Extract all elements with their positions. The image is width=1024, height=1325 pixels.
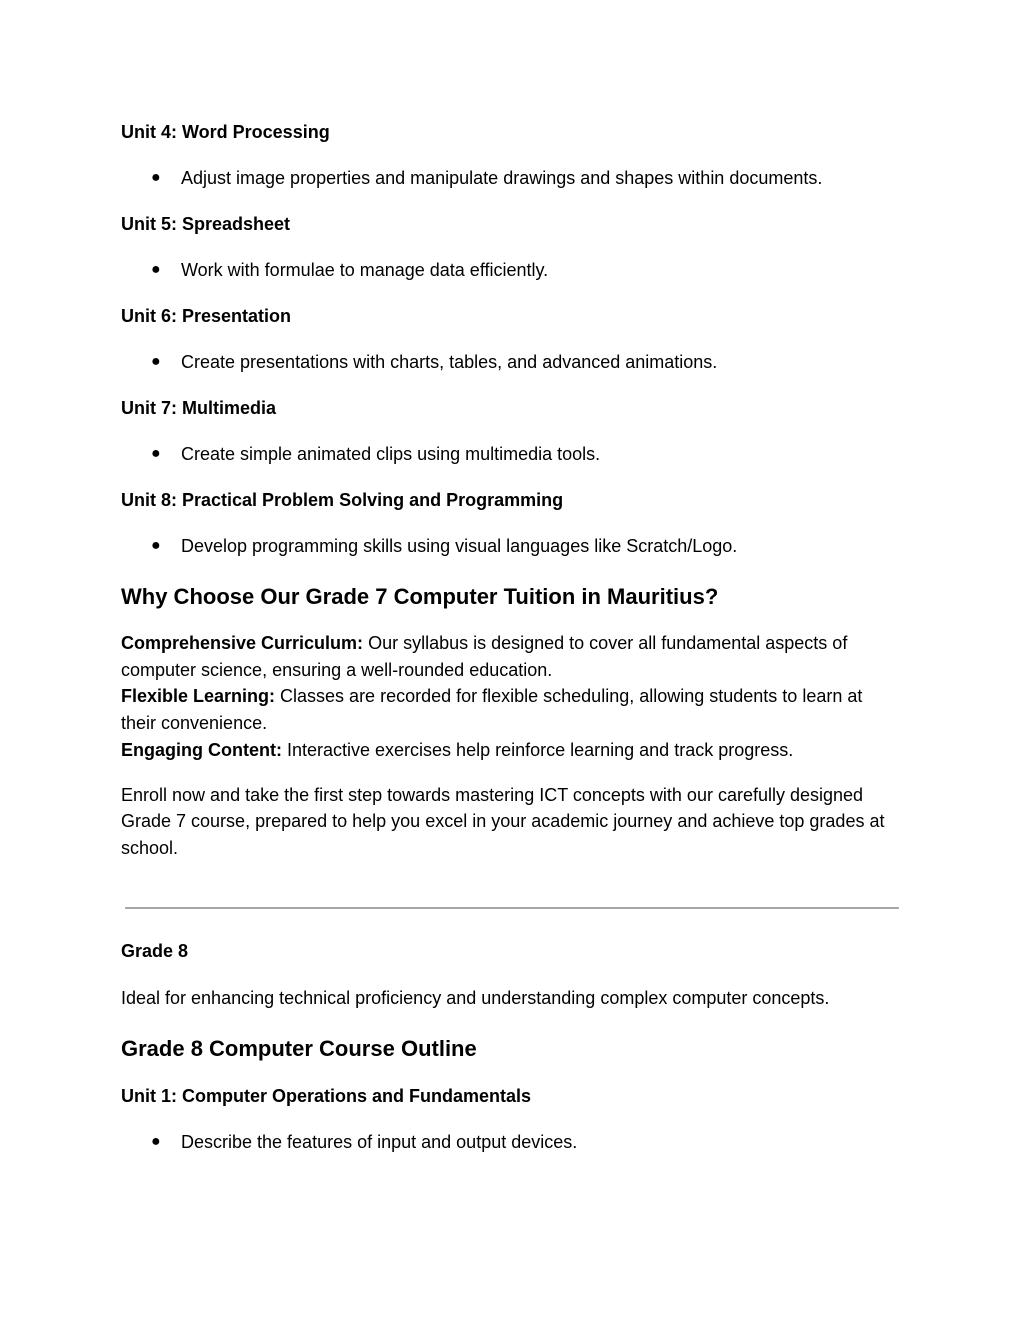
feature-label: Comprehensive Curriculum: — [121, 633, 364, 653]
list-item — [121, 440, 901, 468]
bullet-text: Work with formulae to manage data efficiently. — [181, 260, 549, 280]
bullet-list — [121, 256, 901, 284]
document-lower — [121, 937, 901, 1174]
feature-text: Our syllabus is designed to cover all fundamental aspects of computer science, ensuring a well-rounded education. — [121, 633, 848, 680]
bullet-text: Create presentations with charts, tables, and advanced animations. — [181, 352, 718, 372]
feature-label: Flexible Learning: — [121, 686, 276, 707]
bullet-icon: ● — [151, 1132, 161, 1150]
bullet-list — [121, 440, 901, 468]
bullet-list — [121, 1128, 901, 1156]
bullet-list — [121, 532, 901, 560]
feature-paragraph — [121, 683, 901, 736]
bullet-icon: ● — [151, 445, 161, 462]
unit-heading: Unit 5: Spreadsheet — [121, 214, 291, 234]
bullet-icon: ● — [151, 169, 161, 186]
enroll-paragraph: Enroll now and take the first step towards mastering ICT concepts with our carefully designed Grade 7 course, prepared to help you excel in your academic journey and achieve top grades at school. — [121, 784, 885, 858]
bullet-text: Adjust image properties and manipulate drawings and shapes within documents. — [181, 168, 823, 188]
feature-paragraph — [121, 737, 901, 764]
feature-label: Engaging Content: — [121, 739, 282, 760]
bullet-text: Create simple animated clips using multimedia tools. — [181, 444, 601, 464]
bullet-icon: ● — [151, 537, 161, 554]
bullet-list — [121, 348, 901, 376]
features-block — [121, 630, 901, 764]
list-item — [121, 256, 901, 284]
list-item — [121, 532, 901, 560]
unit-heading: Unit 7: Multimedia — [121, 398, 277, 418]
unit-heading: Unit 1: Computer Operations and Fundamentals — [121, 1085, 532, 1106]
document-upper — [121, 118, 901, 862]
bullet-text: Develop programming skills using visual languages like Scratch/Logo. — [181, 536, 738, 556]
grade-description: Ideal for enhancing technical proficiency and understanding complex computer concepts. — [121, 988, 830, 1008]
bullet-icon: ● — [151, 261, 161, 278]
course-outline-heading: Grade 8 Computer Course Outline — [121, 1035, 477, 1061]
bullet-text: Describe the features of input and output devices. — [181, 1131, 578, 1152]
horizontal-divider — [125, 907, 899, 909]
feature-text: Classes are recorded for flexible scheduling, allowing students to learn at their convenience. — [121, 686, 863, 734]
feature-text: Interactive exercises help reinforce learning and track progress. — [281, 739, 794, 760]
list-item — [121, 1128, 901, 1156]
list-item — [121, 348, 901, 376]
grade-label: Grade 8 — [121, 941, 189, 961]
bullet-icon: ● — [151, 353, 161, 370]
unit-heading: Unit 6: Presentation — [121, 306, 292, 326]
list-item — [121, 164, 901, 192]
unit-heading: Unit 8: Practical Problem Solving and Programming — [121, 490, 564, 510]
feature-paragraph — [121, 630, 901, 683]
why-choose-heading: Why Choose Our Grade 7 Computer Tuition in Mauritius? — [121, 584, 719, 609]
bullet-list — [121, 164, 901, 192]
unit-heading: Unit 4: Word Processing — [121, 122, 330, 142]
